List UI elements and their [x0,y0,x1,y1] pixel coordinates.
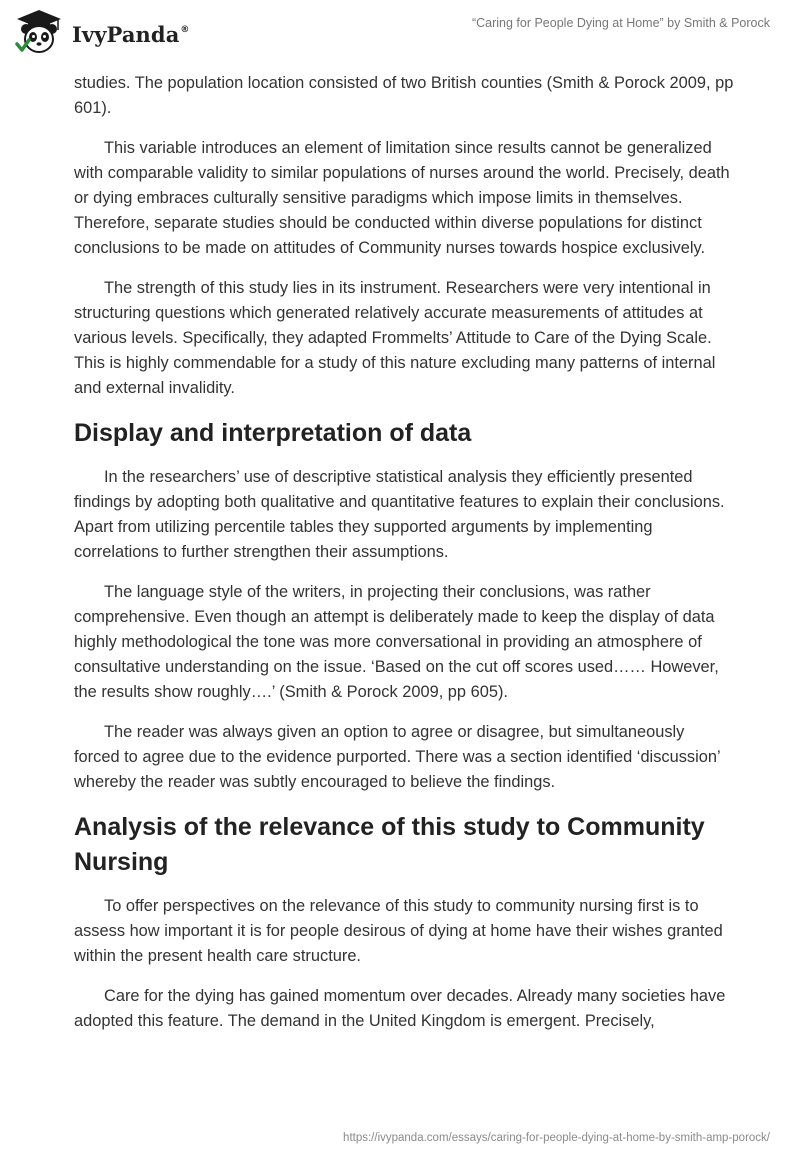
paragraph-8: Care for the dying has gained momentum over decades. Already many societies have adopted this feature. The demand in the United Kingdom is emergent. Precisely, [74,987,726,1030]
paragraph-1: studies. The population location consisted of two British counties (Smith & Porock 2009, pp 601). [74,74,734,117]
paragraph-5: The language style of the writers, in projecting their conclusions, was rather comprehensive. Even though an attempt is deliberately made to keep the display of data highly methodological the tone was more conversational in providing an atmosphere of consultative understanding on the issue. ‘Based on the cut off scores used…… However, the results show roughly….’ (Smith & Porock 2009, pp 605). [74,583,719,701]
registered-mark: ® [180,24,190,35]
source-url[interactable]: https://ivypanda.com/essays/caring-for-people-dying-at-home-by-smith-amp-porock/ [343,1132,770,1144]
document-title: “Caring for People Dying at Home” by Smith & Porock [471,16,770,30]
section-heading-relevance: Analysis of the relevance of this study to Community Nursing [74,813,705,876]
paragraph-6: The reader was always given an option to agree or disagree, but simultaneously forced to agree due to the evidence purported. There was a section identified ‘discussion’ whereby the reader was subtly encouraged to believe the findings. [74,723,721,791]
panda-graduate-icon [14,8,64,56]
paragraph-7: To offer perspectives on the relevance of this study to community nursing first is to assess how important it is for people desirous of dying at home have their wishes granted within the present health care structure. [74,897,723,965]
page-header [0,0,800,66]
paragraph-4: In the researchers’ use of descriptive statistical analysis they efficiently presented findings by adopting both qualitative and quantitative features to explain their conclusions. Apart from utilizing percentile tables they supported arguments by implementing correlations to further strengthen their assumptions. [74,468,725,561]
brand-logo[interactable] [14,8,190,56]
brand-name: IvyPanda® [72,21,190,47]
paragraph-2: This variable introduces an element of limitation since results cannot be generalized with comparable validity to similar populations of nurses around the world. Precisely, death or dying embraces culturally sensitive paradigms which impose limits in themselves. Therefore, separate studies should be conducted within diverse populations for distinct conclusions to be made on attitudes of Community nurses towards hospice exclusively. [74,139,730,257]
section-heading-display-interpretation: Display and interpretation of data [74,419,472,447]
essay-content [74,71,734,1049]
paragraph-3: The strength of this study lies in its instrument. Researchers were very intentional in structuring questions which generated relatively accurate measurements of attitudes at various levels. Specifically, they adapted Frommelts’ Attitude to Care of the Dying Scale. This is highly commendable for a study of this nature excluding many patterns of internal and external invalidity. [74,279,716,397]
